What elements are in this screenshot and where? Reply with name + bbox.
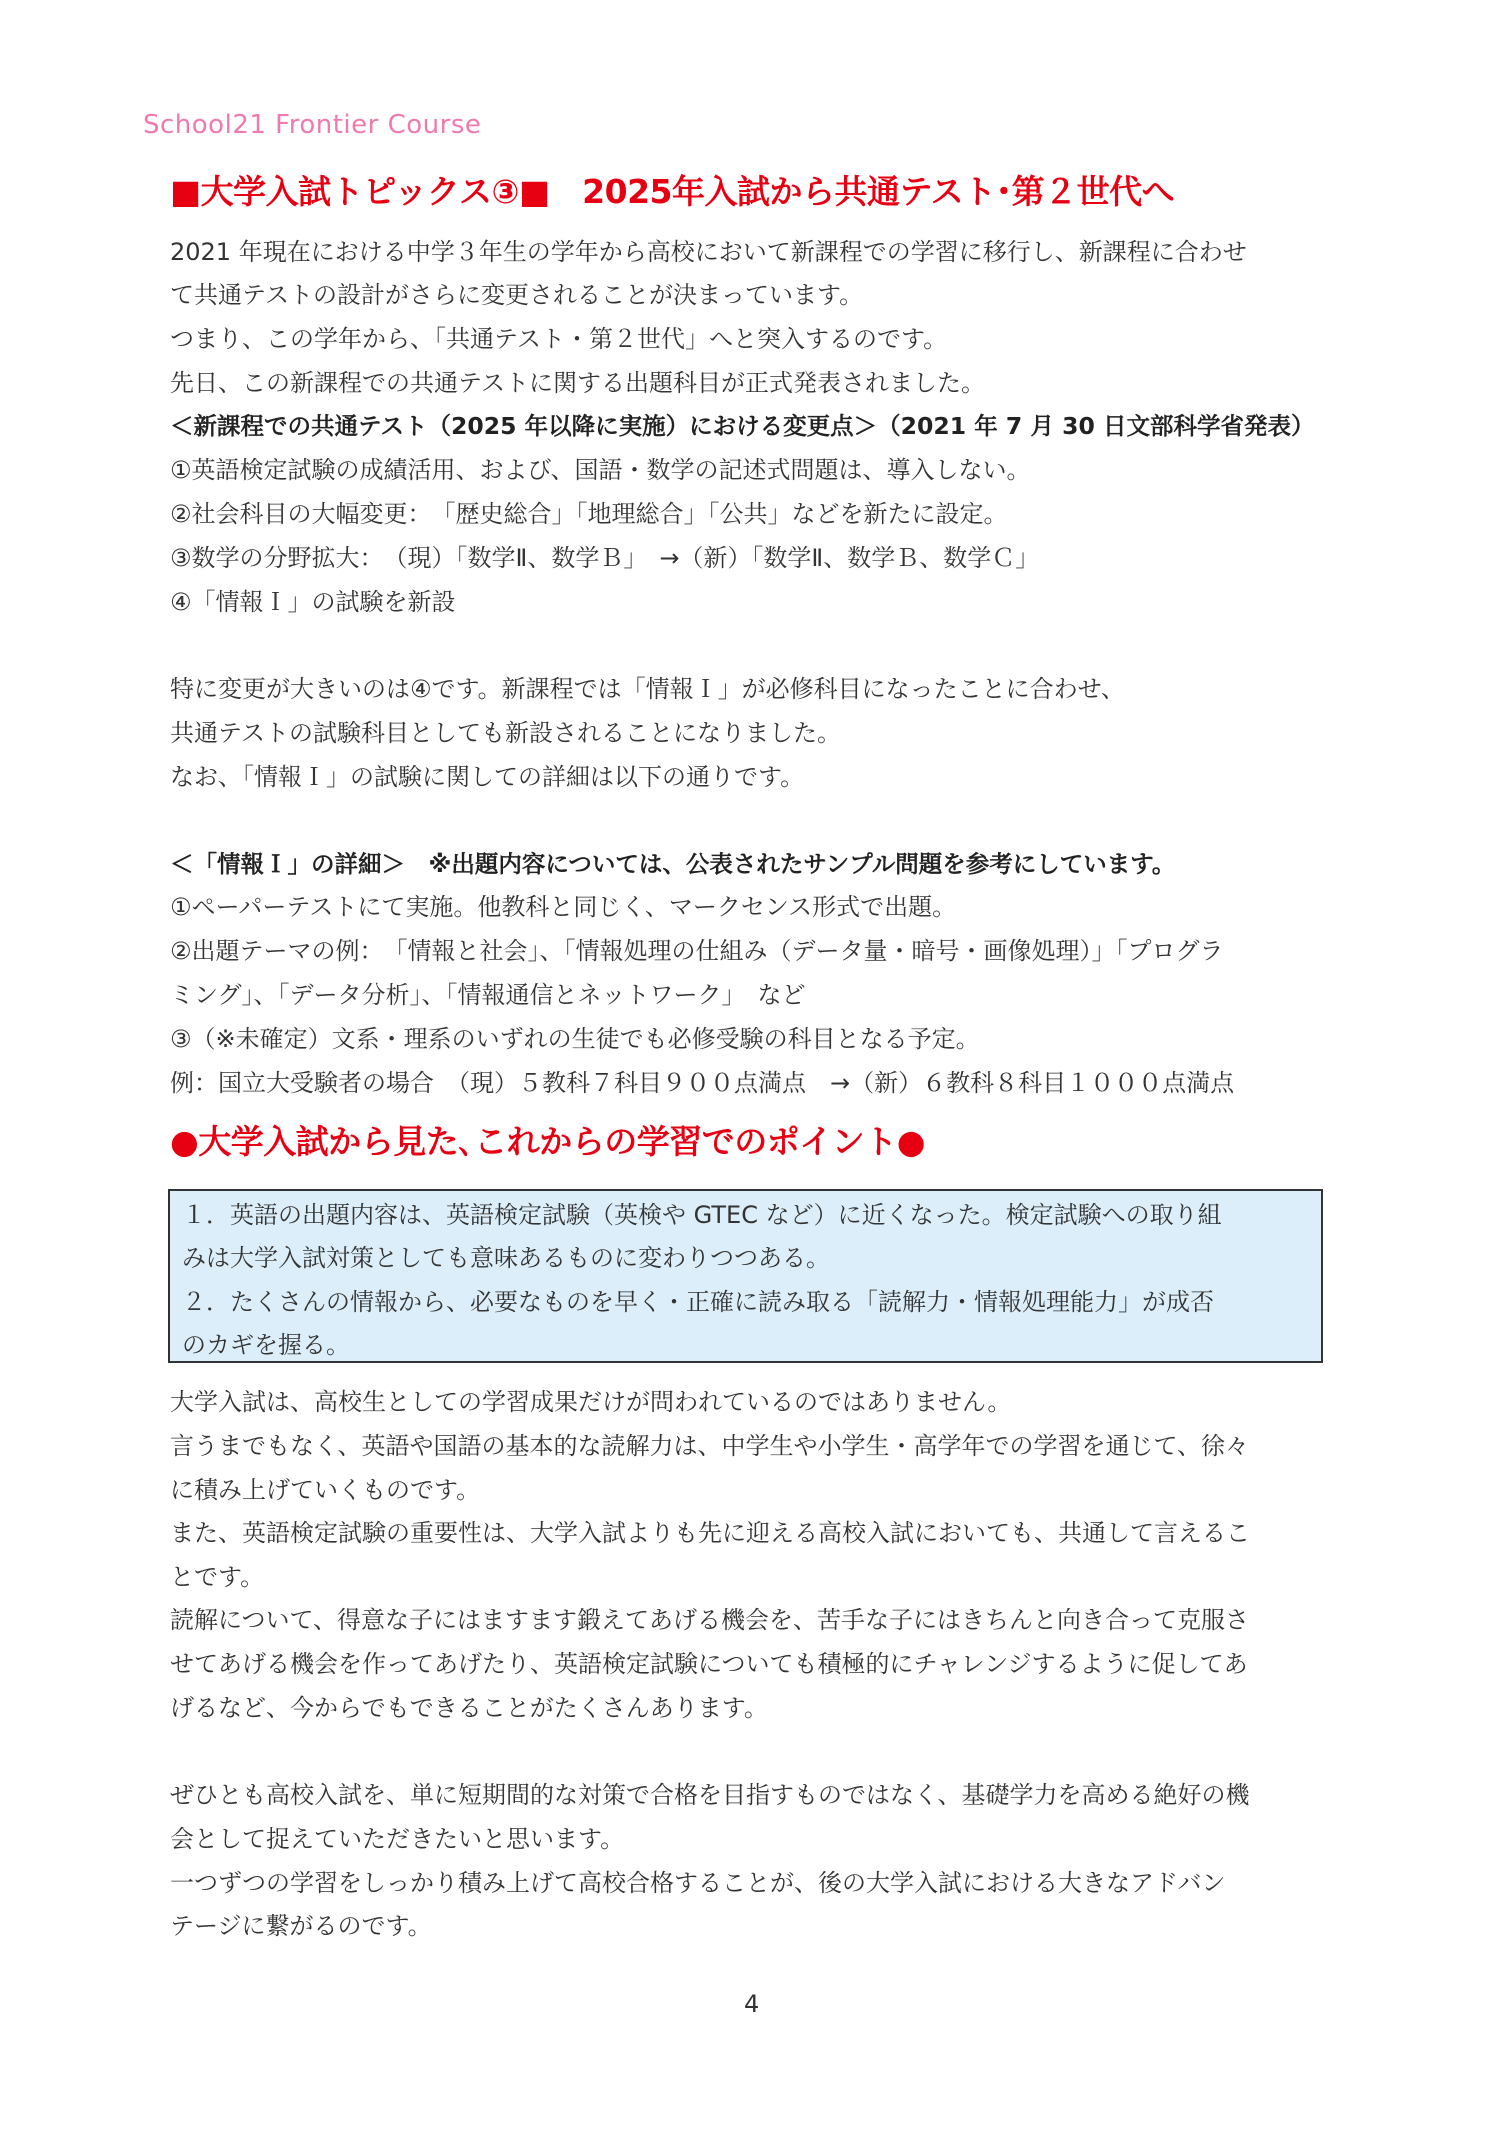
paragraph-line: テージに繋がるのです。	[170, 1912, 432, 1940]
paragraph-line: また、英語検定試験の重要性は、大学入試よりも先に迎える高校入試においても、共通して言えるこ	[170, 1519, 1250, 1547]
list-item: ①ペーパーテストにて実施。他教科と同じく、マークセンス形式で出題。	[170, 893, 957, 921]
list-item: 例：国立大受験者の場合 （現）５教科７科目９００点満点 →（新）６教科８科目１０００点満点	[170, 1069, 1235, 1097]
section-title-topics: ■大学入試トピックス③■ 2025年入試から共通テスト･第２世代へ	[170, 172, 1175, 211]
list-item: ③数学の分野拡大： （現）「数学Ⅱ、数学Ｂ」 →（新）「数学Ⅱ、数学Ｂ、数学Ｃ」	[170, 544, 1040, 572]
list-item: ②出題テーマの例： 「情報と社会」、「情報処理の仕組み（データ量・暗号・画像処理）」「プログラ	[170, 937, 1224, 965]
course-header: School21 Frontier Course	[143, 110, 482, 140]
callout-line: みは大学入試対策としても意味あるものに変わりつつある。	[182, 1244, 830, 1272]
list-item: ②社会科目の大幅変更： 「歴史総合」「地理総合」「公共」などを新たに設定。	[170, 500, 1008, 528]
paragraph-line: 2021 年現在における中学３年生の学年から高校において新課程での学習に移行し、新課程に合わせ	[170, 238, 1247, 266]
list-item: ミング」、「データ分析」、「情報通信とネットワーク」 など	[170, 981, 806, 1009]
list-item: ④「情報Ｉ」の試験を新設	[170, 588, 456, 616]
paragraph-line: せてあげる機会を作ってあげたり、英語検定試験についても積極的にチャレンジするように促してあ	[170, 1650, 1248, 1678]
paragraph-line: ぜひとも高校入試を、単に短期間的な対策で合格を目指すものではなく、基礎学力を高める絶好の機	[170, 1781, 1250, 1809]
paragraph-line: 先日、この新課程での共通テストに関する出題科目が正式発表されました。	[170, 369, 986, 397]
paragraph-line: 会として捉えていただきたいと思います。	[170, 1825, 625, 1853]
paragraph-line: 大学入試は、高校生としての学習成果だけが問われているのではありません。	[170, 1388, 1012, 1416]
paragraph-line: 共通テストの試験科目としても新設されることになりました。	[170, 719, 842, 747]
callout-line: ２．たくさんの情報から、必要なものを早く・正確に読み取る「読解力・情報処理能力」が成否	[182, 1288, 1214, 1316]
paragraph-line: なお、「情報Ｉ」の試験に関しての詳細は以下の通りです。	[170, 763, 805, 791]
paragraph-line: 特に変更が大きいのは④です。新課程では「情報Ｉ」が必修科目になったことに合わせ、	[170, 675, 1125, 703]
page-number: 4	[744, 1990, 760, 2018]
paragraph-line: て共通テストの設計がさらに変更されることが決まっています。	[170, 281, 864, 309]
details-heading: ＜「情報Ｉ」の詳細＞ ※出題内容については、公表されたサンプル問題を参考にしています。	[170, 850, 1176, 878]
section-title-learning-points: ●大学入試から見た､これからの学習でのポイント●	[170, 1122, 926, 1161]
list-item: ③（※未確定）文系・理系のいずれの生徒でも必修受験の科目となる予定。	[170, 1025, 980, 1053]
callout-line: １．英語の出題内容は、英語検定試験（英検や GTEC など）に近くなった。検定試験への取り組	[182, 1201, 1222, 1229]
paragraph-line: 言うまでもなく、英語や国語の基本的な読解力は、中学生や小学生・高学年での学習を通じて、徐々	[170, 1432, 1250, 1460]
paragraph-line: に積み上げていくものです。	[170, 1476, 481, 1504]
paragraph-line: 一つずつの学習をしっかり積み上げて高校合格することが、後の大学入試における大きなアドバン	[170, 1869, 1226, 1897]
paragraph-line: げるなど、今からでもできることがたくさんあります。	[170, 1694, 768, 1722]
changes-heading: ＜新課程での共通テスト（2025 年以降に実施）における変更点＞（2021 年 7 月 30 日文部科学省発表）	[170, 412, 1315, 440]
list-item: ①英語検定試験の成績活用、および、国語・数学の記述式問題は、導入しない。	[170, 456, 1031, 484]
paragraph-line: 読解について、得意な子にはますます鍛えてあげる機会を、苦手な子にはきちんと向き合って克服さ	[170, 1606, 1250, 1634]
paragraph-line: つまり、この学年から、「共通テスト・第２世代」へと突入するのです。	[170, 325, 948, 353]
key-points-box	[168, 1189, 1323, 1363]
callout-line: のカギを握る。	[182, 1331, 350, 1359]
paragraph-line: とです。	[170, 1563, 265, 1591]
